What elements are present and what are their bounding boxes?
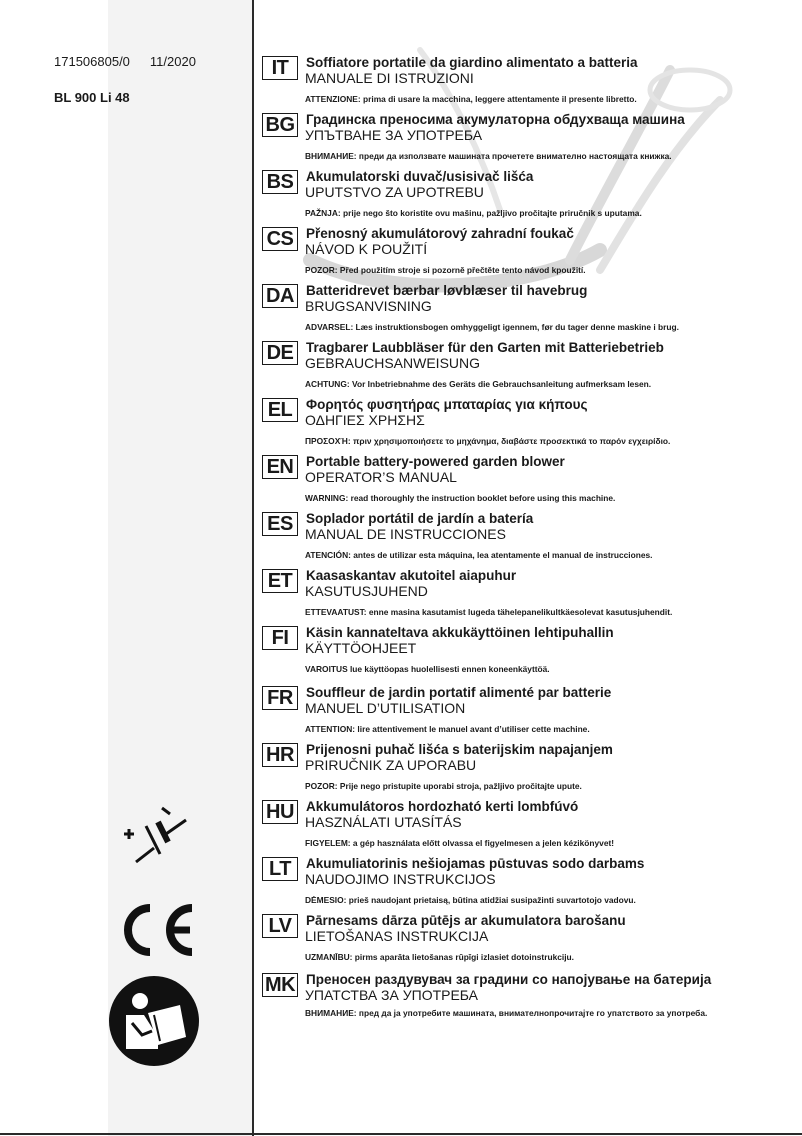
language-code: FI — [262, 626, 298, 650]
manual-title: Градинска преносима акумулаторна обдухваща машина — [306, 112, 685, 127]
language-code: EL — [262, 398, 298, 422]
manual-subtitle: KÄYTTÖOHJEET — [305, 640, 417, 656]
read-manual-icon — [108, 975, 200, 1067]
warning-text: ETTEVAATUST: enne masina kasutamist lugeda tähelepanelikultkäesolevat kasutusjuhendit. — [305, 607, 673, 617]
warning-text: POZOR: Prije nego pristupite uporabi stroja, pažljivo pročitajte upute. — [305, 781, 582, 791]
left-panel — [0, 0, 253, 1136]
manual-subtitle: NAUDOJIMO INSTRUKCIJOS — [305, 871, 496, 887]
language-code: CS — [262, 227, 298, 251]
language-code: ET — [262, 569, 298, 593]
language-code: HU — [262, 800, 298, 824]
manual-subtitle: OPERATOR’S MANUAL — [305, 469, 457, 485]
language-code: IT — [262, 56, 298, 80]
warning-text: ВНИМАНИЕ: пред да ја употребите машината, внимателнопрочитајте го упатството за употреба. — [305, 1008, 708, 1018]
doc-number: 171506805/0 — [54, 54, 130, 69]
warning-text: ATTENZIONE: prima di usare la macchina, leggere attentamente il presente libretto. — [305, 94, 637, 104]
manual-title: Prijenosni puhač lišća s baterijskim napajanjem — [306, 742, 613, 757]
manual-title: Souffleur de jardin portatif alimenté par batterie — [306, 685, 612, 700]
warning-text: ΠΡΟΣΟΧΉ: πριν χρησιμοποιήσετε το μηχάνημα, διαβάστε προσεκτικά το παρόν εγχειρίδιο. — [305, 436, 671, 446]
manual-title: Přenosný akumulátorový zahradní foukač — [306, 226, 574, 241]
manual-title: Batteridrevet bærbar løvblæser til havebrug — [306, 283, 588, 298]
manual-subtitle: GEBRAUCHSANWEISUNG — [305, 355, 481, 371]
language-code: MK — [262, 973, 298, 997]
manual-subtitle: NÁVOD K POUŽITÍ — [305, 241, 428, 257]
language-code: LT — [262, 857, 298, 881]
warning-text: PAŽNJA: prije nego što koristite ovu mašinu, pažljivo pročitajte priručnik s uputama. — [305, 208, 642, 218]
manual-subtitle: MANUALE DI ISTRUZIONI — [305, 70, 474, 86]
language-code: DA — [262, 284, 298, 308]
manual-subtitle: PRIRUČNIK ZA UPORABU — [305, 757, 477, 773]
warning-text: FIGYELEM: a gép használata előtt olvassa el figyelmesen a jelen kézikönyvet! — [305, 838, 615, 848]
manual-title: Soffiatore portatile da giardino alimentato a batteria — [306, 55, 638, 70]
manual-subtitle: УПАТСТВА ЗА УПОТРЕБА — [305, 987, 479, 1003]
manual-title: Φορητός φυσητήρας μπαταρίας για κήπους — [306, 397, 588, 412]
warning-text: WARNING: read thoroughly the instruction booklet before using this machine. — [305, 493, 616, 503]
model-name: BL 900 Li 48 — [54, 90, 130, 105]
language-code: FR — [262, 686, 298, 710]
manual-subtitle: MANUAL DE INSTRUCCIONES — [305, 526, 506, 542]
manual-title: Преносен раздувувач за градини со напојување на батерија — [306, 972, 712, 987]
language-code: BG — [262, 113, 298, 137]
manual-subtitle: ΟΔΗΓΙΕΣ ΧΡΗΣΗΣ — [305, 412, 425, 428]
doc-date: 11/2020 — [149, 54, 196, 69]
left-shade — [108, 0, 253, 1136]
language-code: DE — [262, 341, 298, 365]
divider-bottom — [0, 1133, 802, 1135]
manual-title: Soplador portátil de jardín a batería — [306, 511, 534, 526]
warning-text: VAROITUS lue käyttöopas huolellisesti ennen koneenkäyttöä. — [305, 664, 550, 674]
manual-title: Käsin kannateltava akkukäyttöinen lehtipuhallin — [306, 625, 614, 640]
warning-text: ACHTUNG: Vor Inbetriebnahme des Geräts die Gebrauchsanleitung aufmerksam lesen. — [305, 379, 652, 389]
warning-text: POZOR: Před použitím stroje si pozorně přečtěte tento návod kpoužití. — [305, 265, 586, 275]
manual-title: Portable battery-powered garden blower — [306, 454, 565, 469]
warning-text: UZMANĪBU: pirms aparāta lietošanas rūpīgi izlasiet dotoinstrukciju. — [305, 952, 574, 962]
manual-subtitle: УПЪТВАНЕ ЗА УПОТРЕБА — [305, 127, 483, 143]
warning-text: ATTENTION: lire attentivement le manuel avant d’utiliser cette machine. — [305, 724, 590, 734]
battery-polarity-icon — [116, 804, 196, 874]
warning-text: ATENCIÓN: antes de utilizar esta máquina, lea atentamente el manual de instrucciones. — [305, 550, 653, 560]
warning-text: ВНИМАНИЕ: преди да използвате машината прочетете внимателно настоящата книжка. — [305, 151, 672, 161]
manual-title: Akumuliatorinis nešiojamas pūstuvas sodo darbams — [306, 856, 645, 871]
manual-subtitle: BRUGSANVISNING — [305, 298, 432, 314]
manual-title: Tragbarer Laubbläser für den Garten mit Batteriebetrieb — [306, 340, 664, 355]
manual-title: Pārnesams dārza pūtējs ar akumulatora barošanu — [306, 913, 626, 928]
ce-mark-icon — [112, 900, 198, 960]
manual-subtitle: KASUTUSJUHEND — [305, 583, 428, 599]
warning-text: ADVARSEL: Læs instruktionsbogen omhyggeligt igennem, før du tager denne maskine i brug. — [305, 322, 679, 332]
manual-title: Akkumulátoros hordozható kerti lombfúvó — [306, 799, 579, 814]
manual-subtitle: LIETOŠANAS INSTRUKCIJA — [305, 928, 489, 944]
language-code: ES — [262, 512, 298, 536]
warning-text: DĖMESIO: prieš naudojant prietaisą, būtina atidžiai susipažinti suvartotojo vadovu. — [305, 895, 636, 905]
language-code: BS — [262, 170, 298, 194]
manual-subtitle: UPUTSTVO ZA UPOTREBU — [305, 184, 484, 200]
manual-subtitle: MANUEL D’UTILISATION — [305, 700, 466, 716]
language-code: HR — [262, 743, 298, 767]
language-code: EN — [262, 455, 298, 479]
document-code — [54, 54, 196, 69]
manual-title: Kaasaskantav akutoitel aiapuhur — [306, 568, 517, 583]
manual-title: Akumulatorski duvač/usisivač lišća — [306, 169, 534, 184]
manual-subtitle: HASZNÁLATI UTASÍTÁS — [305, 814, 462, 830]
language-code: LV — [262, 914, 298, 938]
divider-vertical — [252, 0, 254, 1136]
